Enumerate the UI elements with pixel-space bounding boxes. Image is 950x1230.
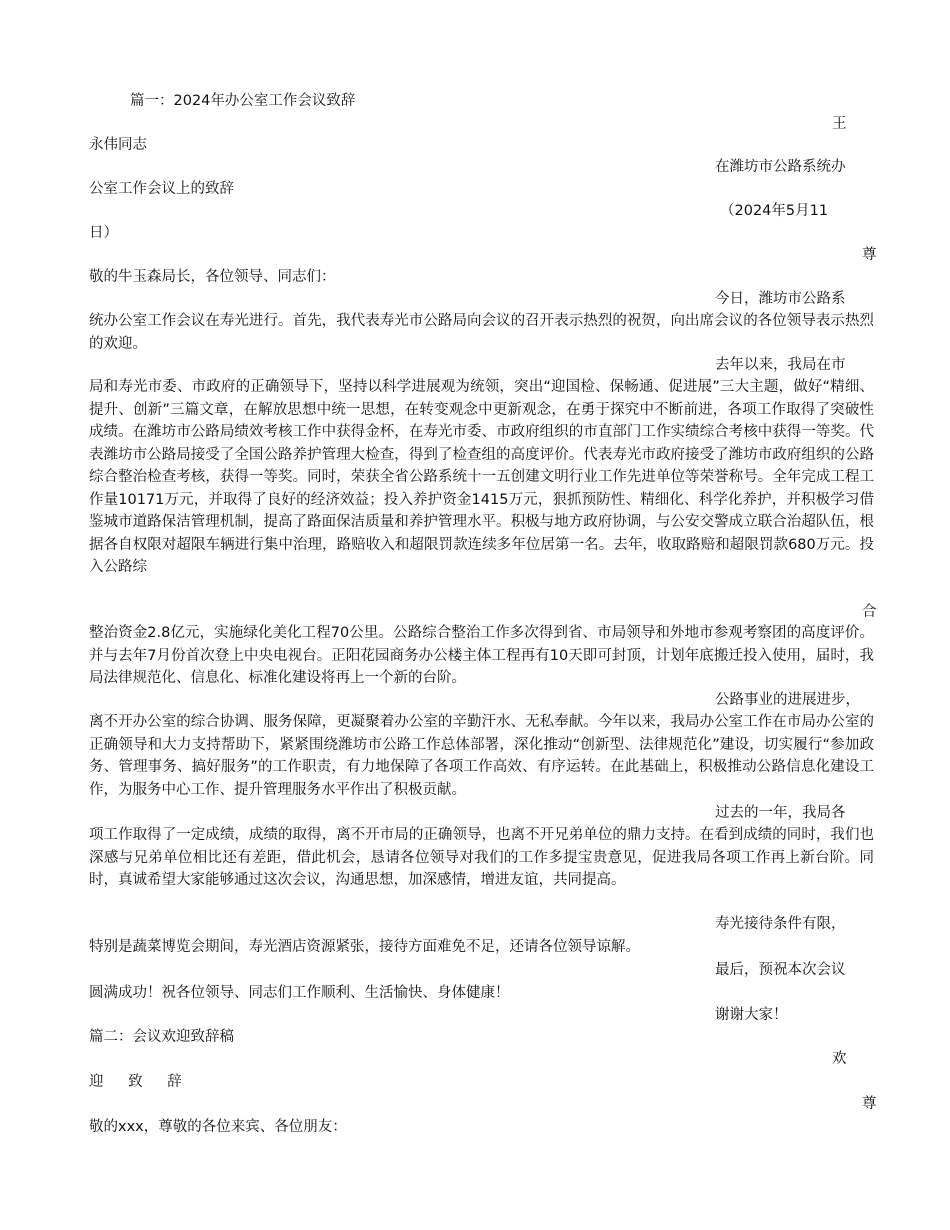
paragraph-3-lead: 公路事业的进展进步， <box>715 692 860 708</box>
salutation-2-part-2: 敬的xxx，尊敬的各位来宾、各位朋友： <box>89 1119 347 1135</box>
paragraph-1-body: 统办公室工作会议在寿光进行。首先，我代表寿光市公路局向会议的召开表示热烈的祝贺，向出席会议的各位领导表示热烈的欢迎。 <box>89 313 874 352</box>
speech-venue-part-2: 公室工作会议上的致辞 <box>89 181 234 197</box>
section-1-title: 篇一：2024年办公室工作会议致辞 <box>130 93 356 109</box>
paragraph-2-continuation: 整治资金2.8亿元，实施绿化美化工程70公里。公路综合整治工作多次得到省、市局领导和外地市参观考察团的高度评价。并与去年7月份首次登上中央电视台。正阳花园商务办公楼主体工程再有10天即可封顶，计划年底搬迁投入使用，届时，我局法律规范化、信息化、标准化建设将再上一个新的台阶。 <box>89 625 874 686</box>
speech-date-part-1: （2024年5月11 <box>720 203 829 219</box>
section-2-title: 篇二：会议欢迎致辞稿 <box>89 1029 234 1045</box>
salutation-1-part-1: 尊 <box>862 247 877 263</box>
speaker-name-part-1: 王 <box>832 116 847 132</box>
paragraph-6-body: 圆满成功！祝各位领导、同志们工作顺利、生活愉快、身体健康！ <box>89 985 510 1001</box>
paragraph-2-continuation-mark: 合 <box>862 604 877 620</box>
paragraph-1-lead: 今日，潍坊市公路系 <box>715 291 846 307</box>
paragraph-4-lead: 过去的一年，我局各 <box>715 805 846 821</box>
closing-thanks: 谢谢大家！ <box>715 1007 788 1023</box>
speech-venue-part-1: 在潍坊市公路系统办 <box>715 159 846 175</box>
paragraph-2-body: 局和寿光市委、市政府的正确领导下，坚持以科学进展观为统领，突出“迎国检、保畅通、促进展”三大主题，做好“精细、提升、创新”三篇文章，在解放思想中统一思想，在转变观念中更新观念，在勇于探究中不断前进，各项工作取得了突破性成绩。在潍坊市公路局绩效考核工作中获得金杯，在寿光市委、市政府组织的市直部门工作实绩综合考核中获得一等奖。代表潍坊市公路局接受了全国公路养护管理大检查，得到了检查组的高度评价。代表寿光市政府接受了潍坊市政府组织的公路综合整治检查考核，获得一等奖。同时，荣获全省公路系统十一五创建文明行业工作先进单位等荣誉称号。全年完成工程工作量10171万元，并取得了良好的经济效益；投入养护资金1415万元，狠抓预防性、精细化、科学化养护，并积极学习借鉴城市道路保洁管理机制，提高了路面保洁质量和养护管理水平。积极与地方政府协调，与公安交警成立联合治超队伍，根据各自权限对超限车辆进行集中治理，路赔收入和超限罚款连续多年位居第一名。去年，收取路赔和超限罚款680万元。投入公路综 <box>89 379 874 575</box>
section-2-heading-part-2: 迎 致 辞 <box>89 1074 192 1090</box>
paragraph-5-lead: 寿光接待条件有限， <box>715 916 846 932</box>
salutation-2-part-1: 尊 <box>862 1096 877 1112</box>
section-2-heading-part-1: 欢 <box>832 1051 847 1067</box>
paragraph-4-body: 项工作取得了一定成绩，成绩的取得，离不开市局的正确领导，也离不开兄弟单位的鼎力支持。在看到成绩的同时，我们也深感与兄弟单位相比还有差距，借此机会，恳请各位领导对我们的工作多提宝贵意见，促进我局各项工作再上新台阶。同时，真诚希望大家能够通过这次会议，沟通思想，加深感情，增进友谊，共同提高。 <box>89 827 874 888</box>
paragraph-3-body: 离不开办公室的综合协调、服务保障，更凝聚着办公室的辛勤汗水、无私奉献。今年以来，我局办公室工作在市局办公室的正确领导和大力支持帮助下，紧紧围绕潍坊市公路工作总体部署，深化推动“创新型、法律规范化”建设，切实履行“参加政务、管理事务、搞好服务”的工作职责，有力地保障了各项工作高效、有序运转。在此基础上，积极推动公路信息化建设工作，为服务中心工作、提升管理服务水平作出了积极贡献。 <box>89 714 874 798</box>
paragraph-2-lead: 去年以来，我局在市 <box>715 357 846 373</box>
salutation-1-part-2: 敬的牛玉森局长，各位领导、同志们： <box>89 269 336 285</box>
paragraph-5-body: 特别是蔬菜博览会期间，寿光酒店资源紧张，接待方面难免不足，还请各位领导谅解。 <box>89 939 640 955</box>
paragraph-6-lead: 最后，预祝本次会议 <box>715 962 846 978</box>
speech-date-part-2: 日） <box>89 225 118 241</box>
speaker-name-part-2: 永伟同志 <box>89 137 147 153</box>
